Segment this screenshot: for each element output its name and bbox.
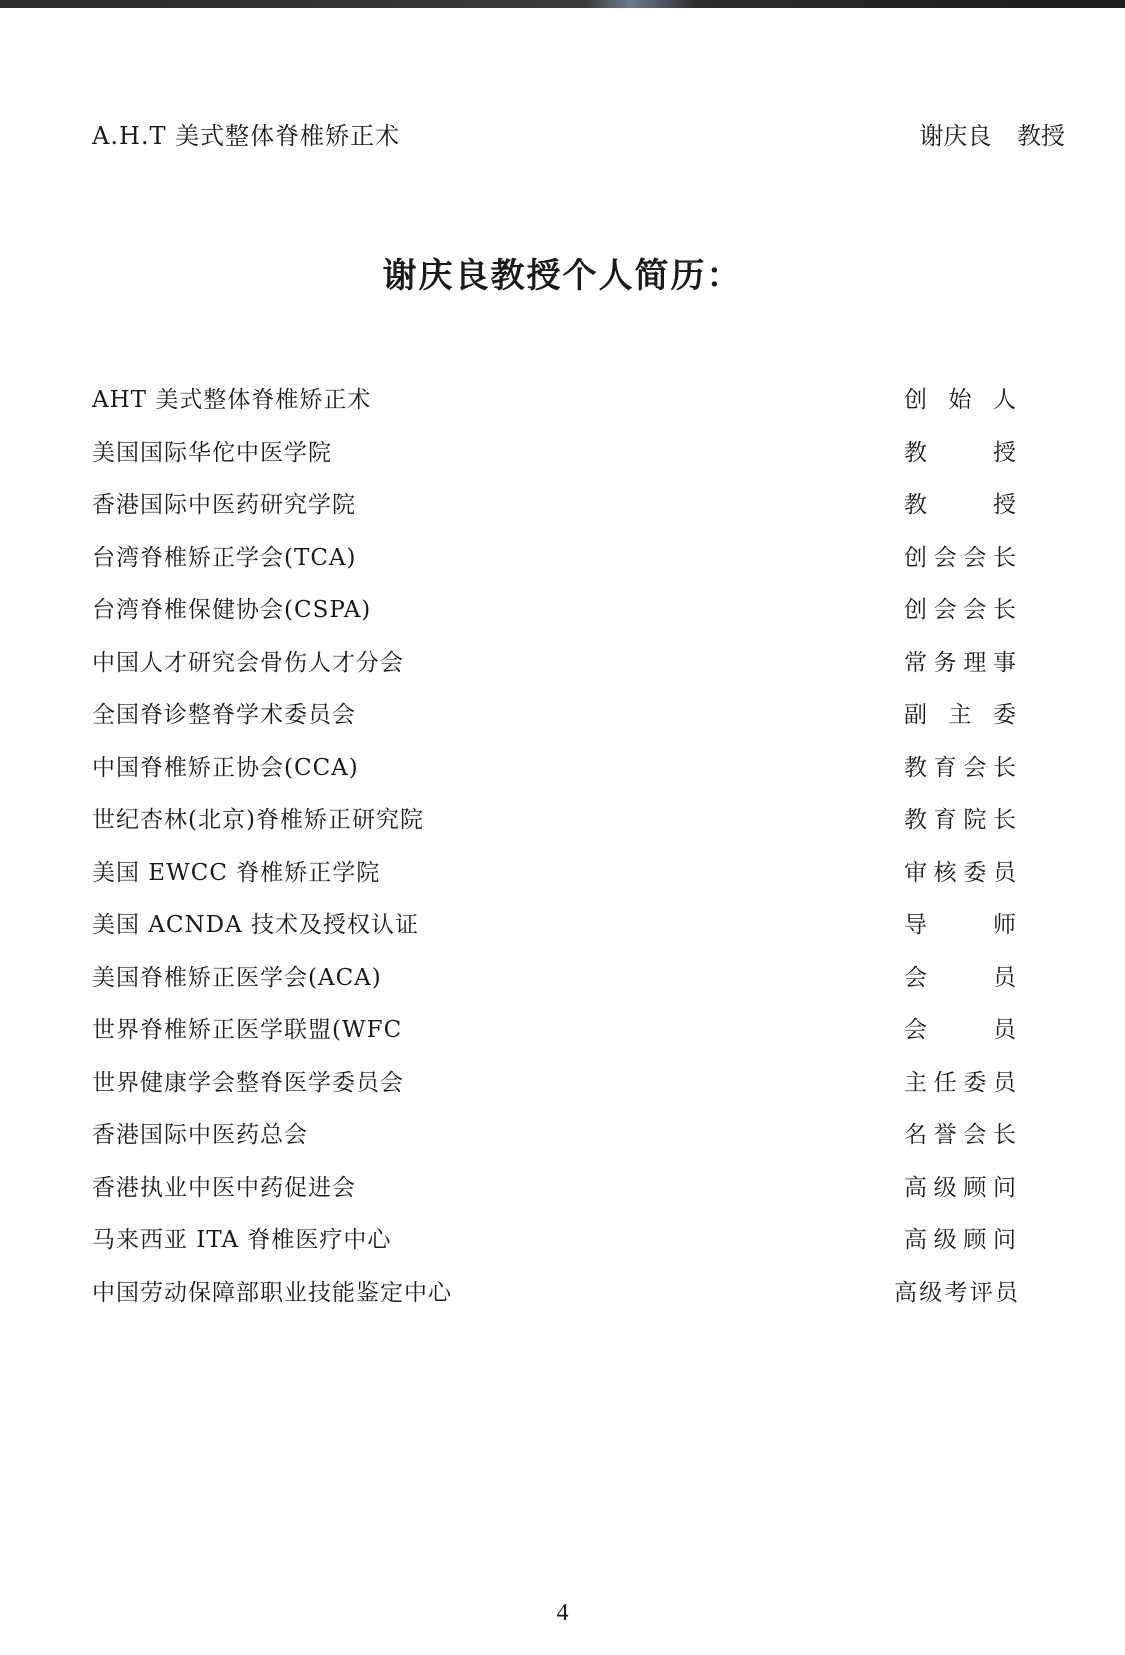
cv-entry-organization: 香港国际中医药总会 xyxy=(92,1122,308,1148)
cv-entry-role: 主任委员 xyxy=(904,1069,1016,1096)
cv-entry xyxy=(92,380,1016,433)
running-header-book-title: A.H.T 美式整体脊椎矫正术 xyxy=(92,122,401,150)
cv-entry-role: 创会会长 xyxy=(904,544,1016,571)
cv-entry-role: 高级考评员 xyxy=(894,1279,1018,1306)
cv-entry-organization: 香港执业中医中药促进会 xyxy=(92,1174,356,1201)
cv-entry xyxy=(92,643,1016,696)
cv-entry xyxy=(92,433,1016,486)
cv-entry-role: 审核委员 xyxy=(904,859,1016,886)
cv-entry-organization: 台湾脊椎保健协会(CSPA) xyxy=(92,597,372,623)
cv-entry-role: 常务理事 xyxy=(904,649,1016,676)
cv-entry-organization: 世纪杏林(北京)脊椎矫正研究院 xyxy=(92,807,424,833)
page-number: 4 xyxy=(556,1600,569,1626)
cv-entry xyxy=(92,1063,1016,1116)
cv-entry-organization: 马来西亚 ITA 脊椎医疗中心 xyxy=(92,1227,392,1253)
cv-entry xyxy=(92,1168,1016,1221)
cv-entry xyxy=(92,853,1016,906)
cv-entry-list xyxy=(92,380,1016,1325)
page-title: 谢庆良教授个人简历： xyxy=(382,256,743,296)
cv-entry-organization: 中国脊椎矫正协会(CCA) xyxy=(92,754,359,781)
cv-entry-role: 教授 xyxy=(904,492,1016,518)
cv-entry xyxy=(92,1010,1016,1063)
cv-entry xyxy=(92,800,1016,853)
cv-entry-organization: 香港国际中医药研究学院 xyxy=(92,492,356,518)
cv-entry-organization: 全国脊诊整脊学术委员会 xyxy=(92,702,356,728)
running-header-author: 谢庆良 教授 xyxy=(919,122,1065,150)
cv-entry-role: 高级顾问 xyxy=(904,1227,1016,1253)
cv-entry-role: 副主委 xyxy=(904,702,1016,728)
cv-entry-organization: 台湾脊椎矫正学会(TCA) xyxy=(92,544,357,571)
cv-entry-role: 创始人 xyxy=(904,387,1016,413)
cv-entry-role: 教育院长 xyxy=(904,807,1016,833)
cv-entry-role: 会员 xyxy=(904,1017,1016,1043)
cv-entry-role: 教育会长 xyxy=(904,754,1016,781)
cv-entry-role: 导师 xyxy=(904,912,1016,938)
cv-entry xyxy=(92,1220,1016,1273)
cv-entry xyxy=(92,958,1016,1011)
cv-entry-organization: 世界健康学会整脊医学委员会 xyxy=(92,1069,404,1096)
cv-entry-organization: 美国脊椎矫正医学会(ACA) xyxy=(92,964,382,991)
cv-entry xyxy=(92,538,1016,591)
cv-entry-organization: 美国国际华佗中医学院 xyxy=(92,439,332,466)
scan-top-edge xyxy=(0,0,1125,8)
cv-entry xyxy=(92,485,1016,538)
cv-entry-organization: 世界脊椎矫正医学联盟(WFC xyxy=(92,1017,403,1043)
cv-entry-organization: 美国 EWCC 脊椎矫正学院 xyxy=(92,859,381,886)
cv-entry xyxy=(92,905,1016,958)
cv-entry-role: 会员 xyxy=(904,964,1016,991)
cv-entry xyxy=(92,1273,1016,1326)
cv-entry-organization: AHT 美式整体脊椎矫正术 xyxy=(92,387,372,413)
cv-entry-organization: 中国劳动保障部职业技能鉴定中心 xyxy=(92,1279,452,1306)
cv-entry xyxy=(92,695,1016,748)
cv-entry xyxy=(92,748,1016,801)
cv-entry-organization: 中国人才研究会骨伤人才分会 xyxy=(92,649,404,676)
cv-entry xyxy=(92,1115,1016,1168)
cv-entry xyxy=(92,590,1016,643)
cv-entry-role: 高级顾问 xyxy=(904,1174,1016,1201)
cv-entry-role: 教授 xyxy=(904,439,1016,466)
cv-entry-role: 创会会长 xyxy=(904,597,1016,623)
cv-entry-organization: 美国 ACNDA 技术及授权认证 xyxy=(92,912,420,938)
cv-entry-role: 名誉会长 xyxy=(904,1122,1016,1148)
